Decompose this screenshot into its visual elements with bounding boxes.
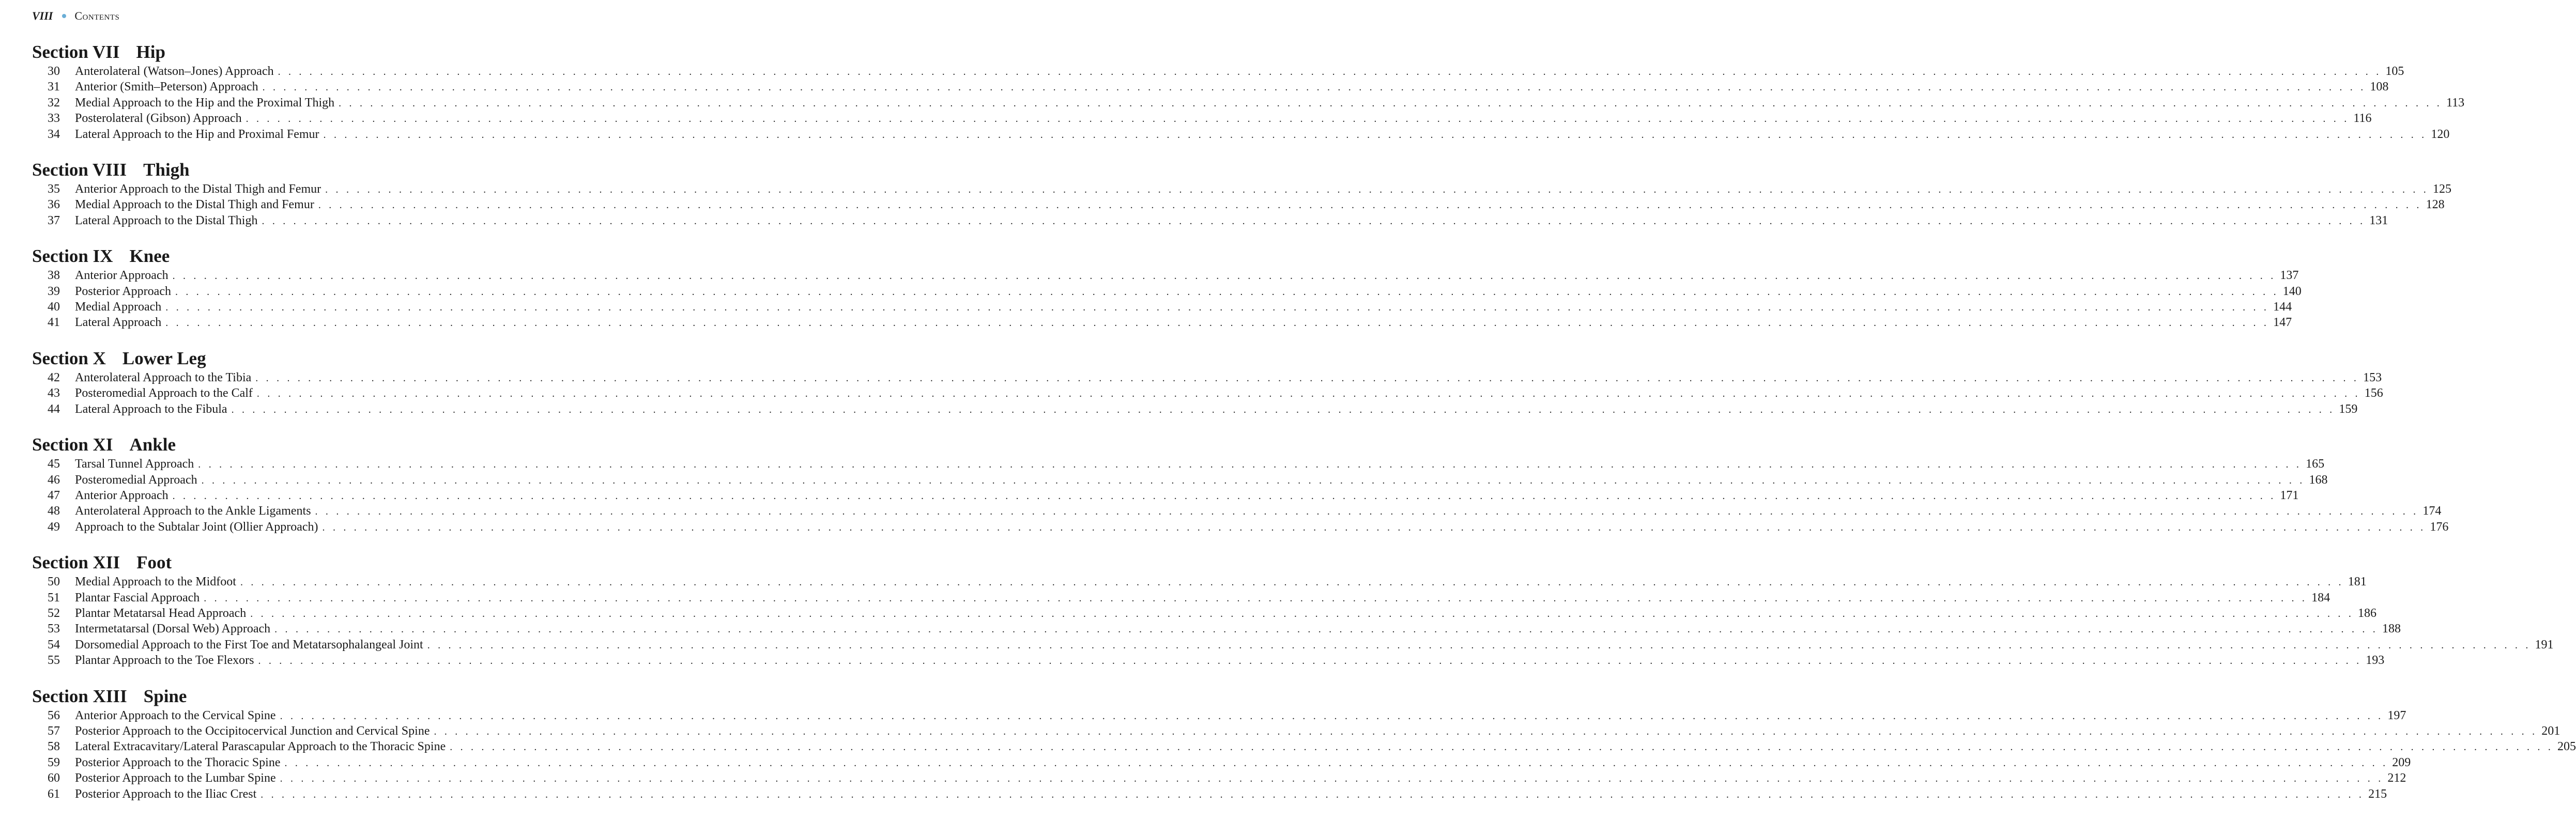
chapter-number: 58 — [48, 740, 60, 754]
chapter-number: 55 — [48, 654, 60, 668]
chapter-page-number: 165 — [2306, 457, 2325, 471]
chapter-number: 42 — [48, 370, 60, 384]
chapter-title: Lateral Approach to the Hip and Proximal Femur — [75, 127, 319, 141]
chapter-title: Anterior Approach — [75, 488, 168, 502]
chapter-number: 35 — [48, 182, 60, 196]
toc-entry[interactable] — [32, 315, 2292, 331]
toc-entry[interactable] — [32, 638, 2554, 653]
chapter-number: 50 — [48, 575, 60, 589]
section-label: Section XI — [32, 435, 113, 455]
toc-entry[interactable] — [32, 284, 2302, 300]
toc-entry[interactable] — [32, 457, 2325, 472]
chapter-title: Anterolateral Approach to the Tibia — [75, 370, 252, 384]
chapter-page-number: 116 — [2353, 112, 2372, 126]
chapter-number: 40 — [48, 300, 60, 314]
dot-leader: . . . . . . . . . . . . . . . . . . . . . . . . . . . . . . . . . . . . . . . . . . . . . . . . . . . . . . . . . . . . . . . . . . . . . . . . . . . . . . . . . . . . . . . . . . . . . . . . . . . . . . . . . . . . . . . . . . . . . . . . . . . . . . . . . . . . . . . . . . . . . . . . . . . . . . . . . . . . . . . . . . . . . . . . . . . . . . . . . . . . . . . . . . . . . . . . . . . . . . . . — [278, 66, 2382, 78]
dot-leader: . . . . . . . . . . . . . . . . . . . . . . . . . . . . . . . . . . . . . . . . . . . . . . . . . . . . . . . . . . . . . . . . . . . . . . . . . . . . . . . . . . . . . . . . . . . . . . . . . . . . . . . . . . . . . . . . . . . . . . . . . . . . . . . . . . . . . . . . . . . . . . . . . . . . . . . . . . . . . . . . . . . . . . . . . . . . . . . . . . . . . . . . . . . . . . . . . . . . . . . . — [204, 592, 2308, 604]
chapter-title: Anterior Approach to the Distal Thigh and Femur — [75, 182, 321, 196]
section-name: Ankle — [129, 435, 176, 455]
chapter-page-number: 105 — [2385, 65, 2404, 78]
chapter-number: 44 — [48, 402, 60, 416]
chapter-title: Intermetatarsal (Dorsal Web) Approach — [75, 622, 271, 636]
toc-section — [32, 244, 2302, 331]
chapter-number: 54 — [48, 638, 60, 652]
chapter-title: Lateral Approach — [75, 316, 162, 330]
dot-leader: . . . . . . . . . . . . . . . . . . . . . . . . . . . . . . . . . . . . . . . . . . . . . . . . . . . . . . . . . . . . . . . . . . . . . . . . . . . . . . . . . . . . . . . . . . . . . . . . . . . . . . . . . . . . . . . . . . . . . . . . . . . . . . . . . . . . . . . . . . . . . . . . . . . . . . . . . . . . . . . . . . . . . . . . . . . . . . . . . . . . . . . . . . . . . . . . . . . . . . . . — [280, 773, 2384, 785]
toc-entry[interactable] — [32, 402, 2358, 417]
chapter-page-number: 188 — [2382, 622, 2401, 636]
chapter-number: 56 — [48, 708, 60, 722]
chapter-title: Anterior (Smith–Peterson) Approach — [75, 80, 258, 94]
section-name: Thigh — [143, 160, 190, 180]
chapter-title: Posteromedial Approach — [75, 473, 197, 487]
toc-entry[interactable] — [32, 197, 2445, 213]
toc-section — [32, 158, 2451, 229]
chapter-title: Dorsomedial Approach to the First Toe and Metatarsophalangeal Joint — [75, 638, 423, 652]
chapter-title: Medial Approach to the Hip and the Proximal Thigh — [75, 96, 335, 110]
section-label: Section XIII — [32, 686, 127, 706]
chapter-number: 51 — [48, 591, 60, 605]
chapter-number: 52 — [48, 606, 60, 620]
chapter-title: Plantar Approach to the Toe Flexors — [75, 654, 254, 668]
chapter-number: 53 — [48, 622, 60, 636]
section-label: Section XII — [32, 552, 120, 573]
chapter-page-number: 153 — [2363, 370, 2382, 384]
chapter-page-number: 156 — [2364, 386, 2383, 400]
section-name: Hip — [136, 42, 165, 62]
toc-entry[interactable] — [32, 111, 2372, 127]
toc-entry[interactable] — [32, 182, 2451, 197]
chapter-title: Plantar Fascial Approach — [75, 591, 200, 605]
toc-entry[interactable] — [32, 755, 2411, 771]
chapter-page-number: 174 — [2422, 504, 2442, 518]
chapter-title: Medial Approach to the Midfoot — [75, 575, 236, 589]
chapter-number: 32 — [48, 96, 60, 110]
dot-leader: . . . . . . . . . . . . . . . . . . . . . . . . . . . . . . . . . . . . . . . . . . . . . . . . . . . . . . . . . . . . . . . . . . . . . . . . . . . . . . . . . . . . . . . . . . . . . . . . . . . . . . . . . . . . . . . . . . . . . . . . . . . . . . . . . . . . . . . . . . . . . . . . . . . . . . . . . . . . . . . . . . . . . . . . . . . . . . . . . . . . . . . . . . . . . . . . . . . . . . . . — [318, 199, 2422, 211]
chapter-page-number: 128 — [2426, 198, 2445, 212]
toc-entry[interactable] — [32, 96, 2465, 111]
dot-leader: . . . . . . . . . . . . . . . . . . . . . . . . . . . . . . . . . . . . . . . . . . . . . . . . . . . . . . . . . . . . . . . . . . . . . . . . . . . . . . . . . . . . . . . . . . . . . . . . . . . . . . . . . . . . . . . . . . . . . . . . . . . . . . . . . . . . . . . . . . . . . . . . . . . . . . . . . . . . . . . . . . . . . . . . . . . . . . . . . . . . . . . . . . . . . . . . . . . . . . . . — [260, 788, 2365, 800]
dot-leader: . . . . . . . . . . . . . . . . . . . . . . . . . . . . . . . . . . . . . . . . . . . . . . . . . . . . . . . . . . . . . . . . . . . . . . . . . . . . . . . . . . . . . . . . . . . . . . . . . . . . . . . . . . . . . . . . . . . . . . . . . . . . . . . . . . . . . . . . . . . . . . . . . . . . . . . . . . . . . . . . . . . . . . . . . . . . . . . . . . . . . . . . . . . . . . . . . . . . . . . . — [262, 82, 2366, 94]
toc-entry[interactable] — [32, 622, 2401, 637]
chapter-number: 46 — [48, 473, 60, 487]
chapter-number: 39 — [48, 284, 60, 298]
toc-entry[interactable] — [32, 787, 2387, 802]
chapter-title: Anterior Approach to the Cervical Spine — [75, 708, 276, 722]
chapter-title: Posterior Approach to the Lumbar Spine — [75, 771, 276, 785]
chapter-page-number: 193 — [2366, 654, 2385, 668]
chapter-title: Medial Approach to the Distal Thigh and Femur — [75, 198, 314, 212]
toc-entry[interactable] — [32, 653, 2385, 669]
toc-entry[interactable] — [32, 127, 2450, 143]
chapter-page-number: 212 — [2387, 771, 2406, 785]
chapter-number: 33 — [48, 112, 60, 126]
dot-leader: . . . . . . . . . . . . . . . . . . . . . . . . . . . . . . . . . . . . . . . . . . . . . . . . . . . . . . . . . . . . . . . . . . . . . . . . . . . . . . . . . . . . . . . . . . . . . . . . . . . . . . . . . . . . . . . . . . . . . . . . . . . . . . . . . . . . . . . . . . . . . . . . . . . . . . . . . . . . . . . . . . . . . . . . . . . . . . . . . . . . . . . . . . . . . . . . . . . . . . . . — [427, 639, 2531, 651]
dot-leader: . . . . . . . . . . . . . . . . . . . . . . . . . . . . . . . . . . . . . . . . . . . . . . . . . . . . . . . . . . . . . . . . . . . . . . . . . . . . . . . . . . . . . . . . . . . . . . . . . . . . . . . . . . . . . . . . . . . . . . . . . . . . . . . . . . . . . . . . . . . . . . . . . . . . . . . . . . . . . . . . . . . . . . . . . . . . . . . . . . . . . . . . . . . . . . . . . . . . . . . . — [172, 270, 2276, 282]
running-head — [32, 9, 119, 23]
chapter-number: 57 — [48, 724, 60, 738]
dot-leader: . . . . . . . . . . . . . . . . . . . . . . . . . . . . . . . . . . . . . . . . . . . . . . . . . . . . . . . . . . . . . . . . . . . . . . . . . . . . . . . . . . . . . . . . . . . . . . . . . . . . . . . . . . . . . . . . . . . . . . . . . . . . . . . . . . . . . . . . . . . . . . . . . . . . . . . . . . . . . . . . . . . . . . . . . . . . . . . . . . . . . . . . . . . . . . . . . . . . . . . . — [274, 624, 2378, 636]
toc-entry[interactable] — [32, 575, 2367, 590]
section-name: Foot — [136, 552, 172, 573]
chapter-number: 48 — [48, 504, 60, 518]
dot-leader: . . . . . . . . . . . . . . . . . . . . . . . . . . . . . . . . . . . . . . . . . . . . . . . . . . . . . . . . . . . . . . . . . . . . . . . . . . . . . . . . . . . . . . . . . . . . . . . . . . . . . . . . . . . . . . . . . . . . . . . . . . . . . . . . . . . . . . . . . . . . . . . . . . . . . . . . . . . . . . . . . . . . . . . . . . . . . . . . . . . . . . . . . . . . . . . . . . . . . . . . — [250, 608, 2354, 619]
page-number: VIII — [32, 9, 53, 22]
dot-leader: . . . . . . . . . . . . . . . . . . . . . . . . . . . . . . . . . . . . . . . . . . . . . . . . . . . . . . . . . . . . . . . . . . . . . . . . . . . . . . . . . . . . . . . . . . . . . . . . . . . . . . . . . . . . . . . . . . . . . . . . . . . . . . . . . . . . . . . . . . . . . . . . . . . . . . . . . . . . . . . . . . . . . . . . . . . . . . . . . . . . . . . . . . . . . . . . . . . . . . . . — [256, 388, 2360, 400]
chapter-page-number: 140 — [2282, 284, 2302, 298]
dot-leader: . . . . . . . . . . . . . . . . . . . . . . . . . . . . . . . . . . . . . . . . . . . . . . . . . . . . . . . . . . . . . . . . . . . . . . . . . . . . . . . . . . . . . . . . . . . . . . . . . . . . . . . . . . . . . . . . . . . . . . . . . . . . . . . . . . . . . . . . . . . . . . . . . . . . . . . . . . . . . . . . . . . . . . . . . . . . . . . . . . . . . . . . . . . . . . . . . . . . . . . . — [258, 655, 2362, 667]
section-heading — [32, 40, 657, 64]
chapter-title: Anterolateral (Watson–Jones) Approach — [75, 65, 274, 78]
chapter-title: Anterolateral Approach to the Ankle Ligaments — [75, 504, 311, 518]
section-label: Section X — [32, 348, 106, 368]
chapter-page-number: 181 — [2348, 575, 2367, 589]
chapter-title: Posterior Approach to the Iliac Crest — [75, 787, 257, 801]
chapter-title: Posterior Approach to the Thoracic Spine — [75, 755, 281, 769]
bullet-dot-icon — [62, 14, 66, 18]
section-heading — [32, 244, 657, 268]
chapter-title: Posteromedial Approach to the Calf — [75, 386, 253, 400]
table-of-contents — [32, 40, 2576, 802]
toc-section — [32, 433, 2449, 535]
chapter-title: Posterior Approach — [75, 284, 171, 298]
toc-entry[interactable] — [32, 386, 2383, 401]
chapter-page-number: 215 — [2368, 787, 2387, 801]
dot-leader: . . . . . . . . . . . . . . . . . . . . . . . . . . . . . . . . . . . . . . . . . . . . . . . . . . . . . . . . . . . . . . . . . . . . . . . . . . . . . . . . . . . . . . . . . . . . . . . . . . . . . . . . . . . . . . . . . . . . . . . . . . . . . . . . . . . . . . . . . . . . . . . . . . . . . . . . . . . . . . . . . . . . . . . . . . . . . . . . . . . . . . . . . . . . . . . . . . . . . . . . — [198, 459, 2302, 471]
section-name: Lower Leg — [122, 348, 206, 368]
section-name: Spine — [143, 686, 187, 706]
chapter-number: 41 — [48, 316, 60, 330]
toc-entry[interactable] — [32, 708, 2406, 724]
section-heading — [32, 433, 657, 457]
chapter-page-number: 176 — [2430, 520, 2449, 534]
dot-leader: . . . . . . . . . . . . . . . . . . . . . . . . . . . . . . . . . . . . . . . . . . . . . . . . . . . . . . . . . . . . . . . . . . . . . . . . . . . . . . . . . . . . . . . . . . . . . . . . . . . . . . . . . . . . . . . . . . . . . . . . . . . . . . . . . . . . . . . . . . . . . . . . . . . . . . . . . . . . . . . . . . . . . . . . . . . . . . . . . . . . . . . . . . . . . . . . . . . . . . . . — [434, 725, 2538, 737]
section-heading — [32, 347, 657, 370]
chapter-page-number: 108 — [2370, 80, 2389, 94]
toc-entry[interactable] — [32, 591, 2330, 606]
chapter-page-number: 147 — [2273, 316, 2292, 330]
section-label: Section IX — [32, 246, 113, 267]
dot-leader: . . . . . . . . . . . . . . . . . . . . . . . . . . . . . . . . . . . . . . . . . . . . . . . . . . . . . . . . . . . . . . . . . . . . . . . . . . . . . . . . . . . . . . . . . . . . . . . . . . . . . . . . . . . . . . . . . . . . . . . . . . . . . . . . . . . . . . . . . . . . . . . . . . . . . . . . . . . . . . . . . . . . . . . . . . . . . . . . . . . . . . . . . . . . . . . . . . . . . . . . — [315, 506, 2419, 518]
chapter-page-number: 171 — [2280, 488, 2299, 502]
dot-leader: . . . . . . . . . . . . . . . . . . . . . . . . . . . . . . . . . . . . . . . . . . . . . . . . . . . . . . . . . . . . . . . . . . . . . . . . . . . . . . . . . . . . . . . . . . . . . . . . . . . . . . . . . . . . . . . . . . . . . . . . . . . . . . . . . . . . . . . . . . . . . . . . . . . . . . . . . . . . . . . . . . . . . . . . . . . . . . . . . . . . . . . . . . . . . . . . . . . . . . . . — [255, 372, 2359, 384]
toc-entry[interactable] — [32, 300, 2292, 315]
running-head-title: Contents — [74, 9, 120, 22]
chapter-number: 34 — [48, 127, 60, 141]
chapter-title: Lateral Approach to the Fibula — [75, 402, 227, 416]
chapter-title: Posterolateral (Gibson) Approach — [75, 112, 242, 126]
dot-leader: . . . . . . . . . . . . . . . . . . . . . . . . . . . . . . . . . . . . . . . . . . . . . . . . . . . . . . . . . . . . . . . . . . . . . . . . . . . . . . . . . . . . . . . . . . . . . . . . . . . . . . . . . . . . . . . . . . . . . . . . . . . . . . . . . . . . . . . . . . . . . . . . . . . . . . . . . . . . . . . . . . . . . . . . . . . . . . . . . . . . . . . . . . . . . . . . . . . . . . . . — [325, 184, 2429, 196]
chapter-number: 47 — [48, 488, 60, 502]
dot-leader: . . . . . . . . . . . . . . . . . . . . . . . . . . . . . . . . . . . . . . . . . . . . . . . . . . . . . . . . . . . . . . . . . . . . . . . . . . . . . . . . . . . . . . . . . . . . . . . . . . . . . . . . . . . . . . . . . . . . . . . . . . . . . . . . . . . . . . . . . . . . . . . . . . . . . . . . . . . . . . . . . . . . . . . . . . . . . . . . . . . . . . . . . . . . . . . . . . . . . . . . — [231, 404, 2335, 415]
chapter-title: Plantar Metatarsal Head Approach — [75, 606, 247, 620]
chapter-page-number: 205 — [2557, 740, 2576, 754]
chapter-title: Medial Approach — [75, 300, 162, 314]
chapter-page-number: 144 — [2273, 300, 2292, 314]
dot-leader: . . . . . . . . . . . . . . . . . . . . . . . . . . . . . . . . . . . . . . . . . . . . . . . . . . . . . . . . . . . . . . . . . . . . . . . . . . . . . . . . . . . . . . . . . . . . . . . . . . . . . . . . . . . . . . . . . . . . . . . . . . . . . . . . . . . . . . . . . . . . . . . . . . . . . . . . . . . . . . . . . . . . . . . . . . . . . . . . . . . . . . . . . . . . . . . . . . . . . . . . — [201, 474, 2305, 486]
chapter-number: 45 — [48, 457, 60, 471]
chapter-number: 59 — [48, 755, 60, 769]
chapter-page-number: 113 — [2446, 96, 2465, 110]
dot-leader: . . . . . . . . . . . . . . . . . . . . . . . . . . . . . . . . . . . . . . . . . . . . . . . . . . . . . . . . . . . . . . . . . . . . . . . . . . . . . . . . . . . . . . . . . . . . . . . . . . . . . . . . . . . . . . . . . . . . . . . . . . . . . . . . . . . . . . . . . . . . . . . . . . . . . . . . . . . . . . . . . . . . . . . . . . . . . . . . . . . . . . . . . . . . . . . . . . . . . . . . — [262, 215, 2366, 227]
toc-section — [32, 551, 2554, 669]
chapter-number: 61 — [48, 787, 60, 801]
chapter-page-number: 201 — [2541, 724, 2560, 738]
chapter-page-number: 131 — [2369, 213, 2388, 227]
section-heading — [32, 158, 657, 182]
chapter-title: Lateral Approach to the Distal Thigh — [75, 213, 258, 227]
toc-entry[interactable] — [32, 473, 2328, 488]
toc-entry[interactable] — [32, 80, 2389, 95]
section-heading — [32, 551, 657, 575]
section-label: Section VII — [32, 42, 120, 62]
dot-leader: . . . . . . . . . . . . . . . . . . . . . . . . . . . . . . . . . . . . . . . . . . . . . . . . . . . . . . . . . . . . . . . . . . . . . . . . . . . . . . . . . . . . . . . . . . . . . . . . . . . . . . . . . . . . . . . . . . . . . . . . . . . . . . . . . . . . . . . . . . . . . . . . . . . . . . . . . . . . . . . . . . . . . . . . . . . . . . . . . . . . . . . . . . . . . . . . . . . . . . . . — [172, 490, 2276, 502]
chapter-title: Approach to the Subtalar Joint (Ollier Approach) — [75, 520, 318, 534]
toc-entry[interactable] — [32, 771, 2406, 786]
dot-leader: . . . . . . . . . . . . . . . . . . . . . . . . . . . . . . . . . . . . . . . . . . . . . . . . . . . . . . . . . . . . . . . . . . . . . . . . . . . . . . . . . . . . . . . . . . . . . . . . . . . . . . . . . . . . . . . . . . . . . . . . . . . . . . . . . . . . . . . . . . . . . . . . . . . . . . . . . . . . . . . . . . . . . . . . . . . . . . . . . . . . . . . . . . . . . . . . . . . . . . . . — [280, 710, 2384, 722]
chapter-page-number: 209 — [2392, 755, 2411, 769]
toc-entry[interactable] — [32, 724, 2560, 739]
toc-section — [32, 685, 2576, 802]
chapter-title: Anterior Approach — [75, 269, 168, 283]
chapter-page-number: 184 — [2311, 591, 2330, 605]
chapter-page-number: 159 — [2339, 402, 2358, 416]
dot-leader: . . . . . . . . . . . . . . . . . . . . . . . . . . . . . . . . . . . . . . . . . . . . . . . . . . . . . . . . . . . . . . . . . . . . . . . . . . . . . . . . . . . . . . . . . . . . . . . . . . . . . . . . . . . . . . . . . . . . . . . . . . . . . . . . . . . . . . . . . . . . . . . . . . . . . . . . . . . . . . . . . . . . . . . . . . . . . . . . . . . . . . . . . . . . . . . . . . . . . . . . — [165, 302, 2270, 314]
dot-leader: . . . . . . . . . . . . . . . . . . . . . . . . . . . . . . . . . . . . . . . . . . . . . . . . . . . . . . . . . . . . . . . . . . . . . . . . . . . . . . . . . . . . . . . . . . . . . . . . . . . . . . . . . . . . . . . . . . . . . . . . . . . . . . . . . . . . . . . . . . . . . . . . . . . . . . . . . . . . . . . . . . . . . . . . . . . . . . . . . . . . . . . . . . . . . . . . . . . . . . . . — [450, 741, 2554, 753]
dot-leader: . . . . . . . . . . . . . . . . . . . . . . . . . . . . . . . . . . . . . . . . . . . . . . . . . . . . . . . . . . . . . . . . . . . . . . . . . . . . . . . . . . . . . . . . . . . . . . . . . . . . . . . . . . . . . . . . . . . . . . . . . . . . . . . . . . . . . . . . . . . . . . . . . . . . . . . . . . . . . . . . . . . . . . . . . . . . . . . . . . . . . . . . . . . . . . . . . . . . . . . . — [175, 286, 2279, 298]
chapter-page-number: 168 — [2309, 473, 2328, 487]
section-heading — [32, 685, 657, 708]
chapter-number: 38 — [48, 269, 60, 283]
chapter-number: 31 — [48, 80, 60, 94]
toc-entry[interactable] — [32, 213, 2388, 229]
toc-entry[interactable] — [32, 370, 2382, 386]
chapter-title: Posterior Approach to the Occipitocervical Junction and Cervical Spine — [75, 724, 430, 738]
chapter-number: 37 — [48, 213, 60, 227]
chapter-page-number: 120 — [2431, 127, 2450, 141]
chapter-number: 49 — [48, 520, 60, 534]
chapter-page-number: 137 — [2280, 269, 2299, 283]
chapter-number: 60 — [48, 771, 60, 785]
dot-leader: . . . . . . . . . . . . . . . . . . . . . . . . . . . . . . . . . . . . . . . . . . . . . . . . . . . . . . . . . . . . . . . . . . . . . . . . . . . . . . . . . . . . . . . . . . . . . . . . . . . . . . . . . . . . . . . . . . . . . . . . . . . . . . . . . . . . . . . . . . . . . . . . . . . . . . . . . . . . . . . . . . . . . . . . . . . . . . . . . . . . . . . . . . . . . . . . . . . . . . . . — [322, 521, 2426, 533]
chapter-page-number: 125 — [2432, 182, 2451, 196]
toc-entry[interactable] — [32, 488, 2299, 504]
toc-entry[interactable] — [32, 268, 2299, 284]
chapter-page-number: 197 — [2387, 708, 2406, 722]
chapter-page-number: 186 — [2358, 606, 2377, 620]
dot-leader: . . . . . . . . . . . . . . . . . . . . . . . . . . . . . . . . . . . . . . . . . . . . . . . . . . . . . . . . . . . . . . . . . . . . . . . . . . . . . . . . . . . . . . . . . . . . . . . . . . . . . . . . . . . . . . . . . . . . . . . . . . . . . . . . . . . . . . . . . . . . . . . . . . . . . . . . . . . . . . . . . . . . . . . . . . . . . . . . . . . . . . . . . . . . . . . . . . . . . . . . — [323, 129, 2427, 141]
chapter-number: 30 — [48, 65, 60, 78]
toc-section — [32, 40, 2465, 143]
chapter-title: Lateral Extracavitary/Lateral Parascapular Approach to the Thoracic Spine — [75, 740, 446, 754]
toc-entry[interactable] — [32, 606, 2377, 622]
chapter-number: 43 — [48, 386, 60, 400]
toc-entry[interactable] — [32, 520, 2449, 535]
chapter-number: 36 — [48, 198, 60, 212]
chapter-title: Tarsal Tunnel Approach — [75, 457, 194, 471]
dot-leader: . . . . . . . . . . . . . . . . . . . . . . . . . . . . . . . . . . . . . . . . . . . . . . . . . . . . . . . . . . . . . . . . . . . . . . . . . . . . . . . . . . . . . . . . . . . . . . . . . . . . . . . . . . . . . . . . . . . . . . . . . . . . . . . . . . . . . . . . . . . . . . . . . . . . . . . . . . . . . . . . . . . . . . . . . . . . . . . . . . . . . . . . . . . . . . . . . . . . . . . . — [165, 317, 2270, 329]
dot-leader: . . . . . . . . . . . . . . . . . . . . . . . . . . . . . . . . . . . . . . . . . . . . . . . . . . . . . . . . . . . . . . . . . . . . . . . . . . . . . . . . . . . . . . . . . . . . . . . . . . . . . . . . . . . . . . . . . . . . . . . . . . . . . . . . . . . . . . . . . . . . . . . . . . . . . . . . . . . . . . . . . . . . . . . . . . . . . . . . . . . . . . . . . . . . . . . . . . . . . . . . — [240, 577, 2344, 588]
dot-leader: . . . . . . . . . . . . . . . . . . . . . . . . . . . . . . . . . . . . . . . . . . . . . . . . . . . . . . . . . . . . . . . . . . . . . . . . . . . . . . . . . . . . . . . . . . . . . . . . . . . . . . . . . . . . . . . . . . . . . . . . . . . . . . . . . . . . . . . . . . . . . . . . . . . . . . . . . . . . . . . . . . . . . . . . . . . . . . . . . . . . . . . . . . . . . . . . . . . . . . . . — [246, 113, 2350, 125]
toc-entry[interactable] — [32, 64, 2404, 80]
toc-section — [32, 347, 2383, 417]
section-name: Knee — [129, 246, 170, 267]
dot-leader: . . . . . . . . . . . . . . . . . . . . . . . . . . . . . . . . . . . . . . . . . . . . . . . . . . . . . . . . . . . . . . . . . . . . . . . . . . . . . . . . . . . . . . . . . . . . . . . . . . . . . . . . . . . . . . . . . . . . . . . . . . . . . . . . . . . . . . . . . . . . . . . . . . . . . . . . . . . . . . . . . . . . . . . . . . . . . . . . . . . . . . . . . . . . . . . . . . . . . . . . — [284, 757, 2388, 769]
dot-leader: . . . . . . . . . . . . . . . . . . . . . . . . . . . . . . . . . . . . . . . . . . . . . . . . . . . . . . . . . . . . . . . . . . . . . . . . . . . . . . . . . . . . . . . . . . . . . . . . . . . . . . . . . . . . . . . . . . . . . . . . . . . . . . . . . . . . . . . . . . . . . . . . . . . . . . . . . . . . . . . . . . . . . . . . . . . . . . . . . . . . . . . . . . . . . . . . . . . . . . . . — [339, 97, 2442, 109]
toc-entry[interactable] — [32, 504, 2442, 519]
chapter-page-number: 191 — [2535, 638, 2554, 652]
section-label: Section VIII — [32, 160, 127, 180]
toc-entry[interactable] — [32, 739, 2576, 755]
